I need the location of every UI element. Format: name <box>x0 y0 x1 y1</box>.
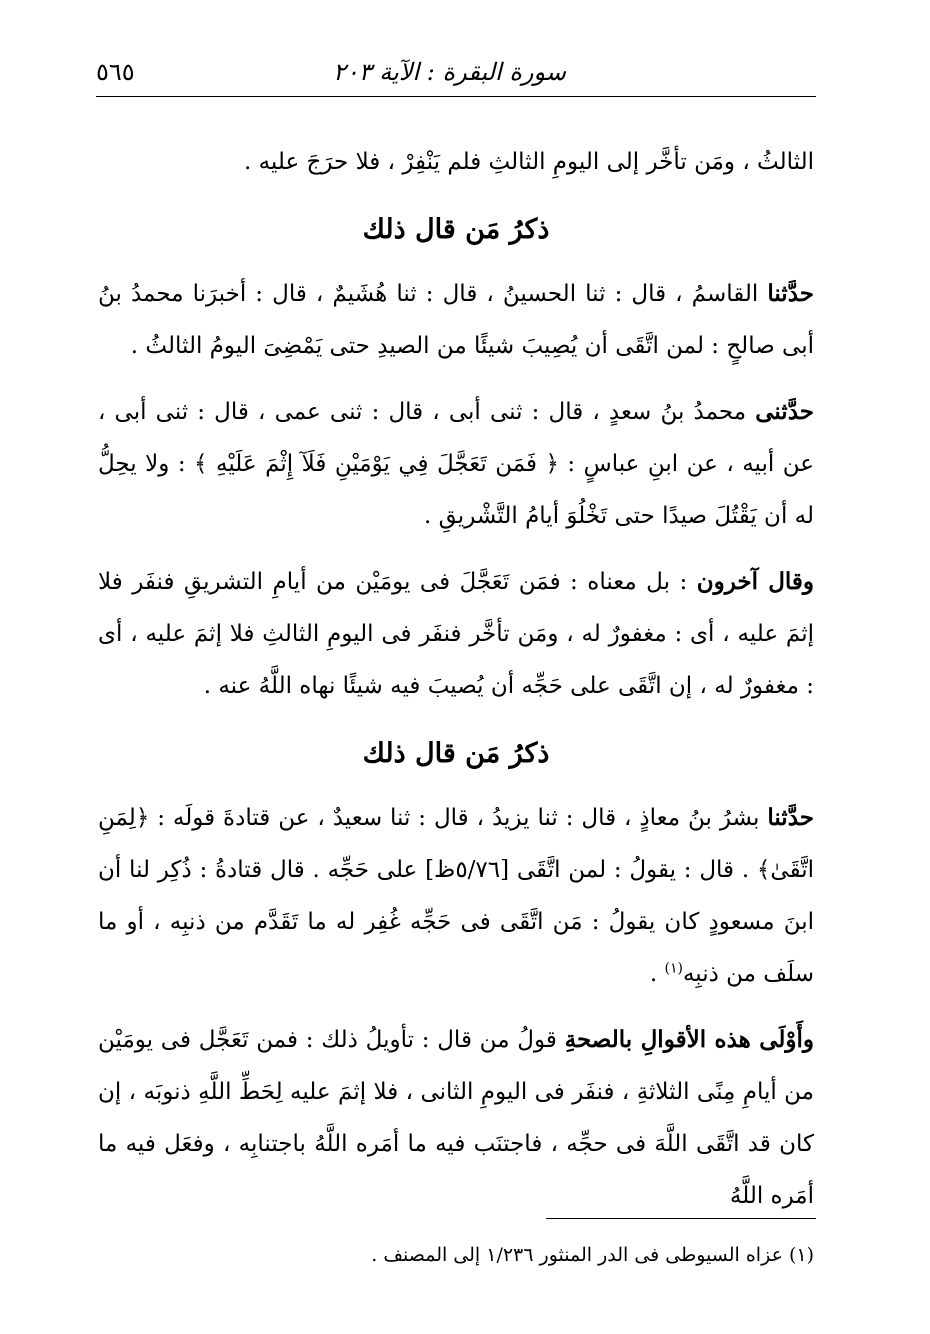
manuscript-reference: [٥/٧٦ظ] <box>425 857 510 883</box>
opinion-paragraph <box>98 556 814 712</box>
paragraph-text: على حَجِّه . قال قتادةُ : ذُكِر لنا أن ابنَ مسعودٍ كان يقولُ : مَن اتَّقَى فى حَجِّه غُفِر له ما تَقَدَّم من ذنبِه ، أو ما سلَف من ذنبِه <box>98 857 814 987</box>
paragraph-text: قولُ من قال : تأويلُ ذلك : فمن تَعَجَّل فى يومَيْن من أيامِ مِنًى الثلاثةِ ، فنفَر فى اليومِ الثانى ، فلا إثمَ عليه لِحَطِّ اللَّهِ ذنوبَه ، إن كان قد اتَّقَى اللَّهَ فى حجِّه ، فاجتنَب فيه ما أمَره اللَّهُ باجتنابِه ، وفعَل فيه ما أمَره اللَّهُ <box>98 1027 814 1209</box>
footnote-marker: (١) <box>664 960 683 977</box>
paragraph-text: : بل معناه : فمَن تَعَجَّلَ فى يومَيْن من أيامِ التشريقِ فنفَر فلا إثمَ عليه ، أى : مغفورٌ له ، ومَن تأخَّر فنفَر فى اليومِ الثالثِ فلا إثمَ عليه ، أى : مغفورٌ له ، إن اتَّقَى على حَجِّه أن يُصيبَ فيه شيئًا نهاه اللَّهُ عنه . <box>98 569 814 699</box>
running-title: سورة البقرة : الآية ٢٠٣ <box>332 58 566 86</box>
narration-paragraph <box>98 386 814 542</box>
paragraph-text: . <box>649 961 665 987</box>
running-header <box>96 50 816 90</box>
paragraph-text: بشرُ بنُ معاذٍ ، قال : ثنا يزيدُ ، قال : ثنا سعيدٌ ، عن قتادةَ قولَه : ﴿لِمَنِ اتَّقَىٰ﴾ . قال : يقولُ : لمن اتَّقَى <box>98 805 814 883</box>
header-rule <box>96 96 816 97</box>
narration-lead: حدَّثنا <box>767 804 814 831</box>
section-heading: ذكرُ مَن قال ذلك <box>362 738 550 769</box>
narration-lead: حدَّثنى <box>755 398 814 425</box>
section-heading: ذكرُ مَن قال ذلك <box>362 214 550 245</box>
narration-paragraph <box>98 268 814 372</box>
opinion-lead: وقال آخرون <box>696 568 815 595</box>
narration-lead: حدَّثنا <box>767 280 814 307</box>
conclusion-lead: وأَوْلَى هذه الأقوالِ بالصحةِ <box>564 1026 814 1053</box>
paragraph-text: القاسمُ ، قال : ثنا الحسينُ ، قال : ثنا هُشَيمٌ ، قال : أخبرَنا محمدُ بنُ أبى صالحٍ : لمن اتَّقَى أن يُصِيبَ شيئًا من الصيدِ حتى يَمْضِىَ اليومُ الثالثُ . <box>98 281 814 359</box>
paragraph-text: محمدُ بنُ سعدٍ ، قال : ثنى أبى ، قال : ثنى عمى ، قال : ثنى أبى ، عن أبيه ، عن ابنِ عباسٍ : ﴿ فَمَن تَعَجَّلَ فِي يَوْمَيْنِ فَلَآ إِثْمَ عَلَيْهِ ﴾ : ولا يحِلُّ له أن يَقْتُلَ صيدًا حتى تَخْلُوَ أيامُ التَّشْريقِ . <box>98 399 814 529</box>
page-number: ٥٦٥ <box>96 58 135 86</box>
footnote: (١) عزاه السيوطى فى الدر المنثور ١/٢٣٦ إلى المصنف . <box>371 1244 814 1266</box>
conclusion-paragraph <box>98 1014 814 1222</box>
paragraph-text: الثالثُ ، ومَن تأخَّر إلى اليومِ الثالثِ فلم يَنْفِرْ ، فلا حرَجَ عليه . <box>243 149 814 175</box>
footnote-rule <box>546 1218 816 1219</box>
main-text <box>98 136 814 1222</box>
narration-paragraph <box>98 792 814 1000</box>
paragraph-continuation <box>98 136 814 188</box>
